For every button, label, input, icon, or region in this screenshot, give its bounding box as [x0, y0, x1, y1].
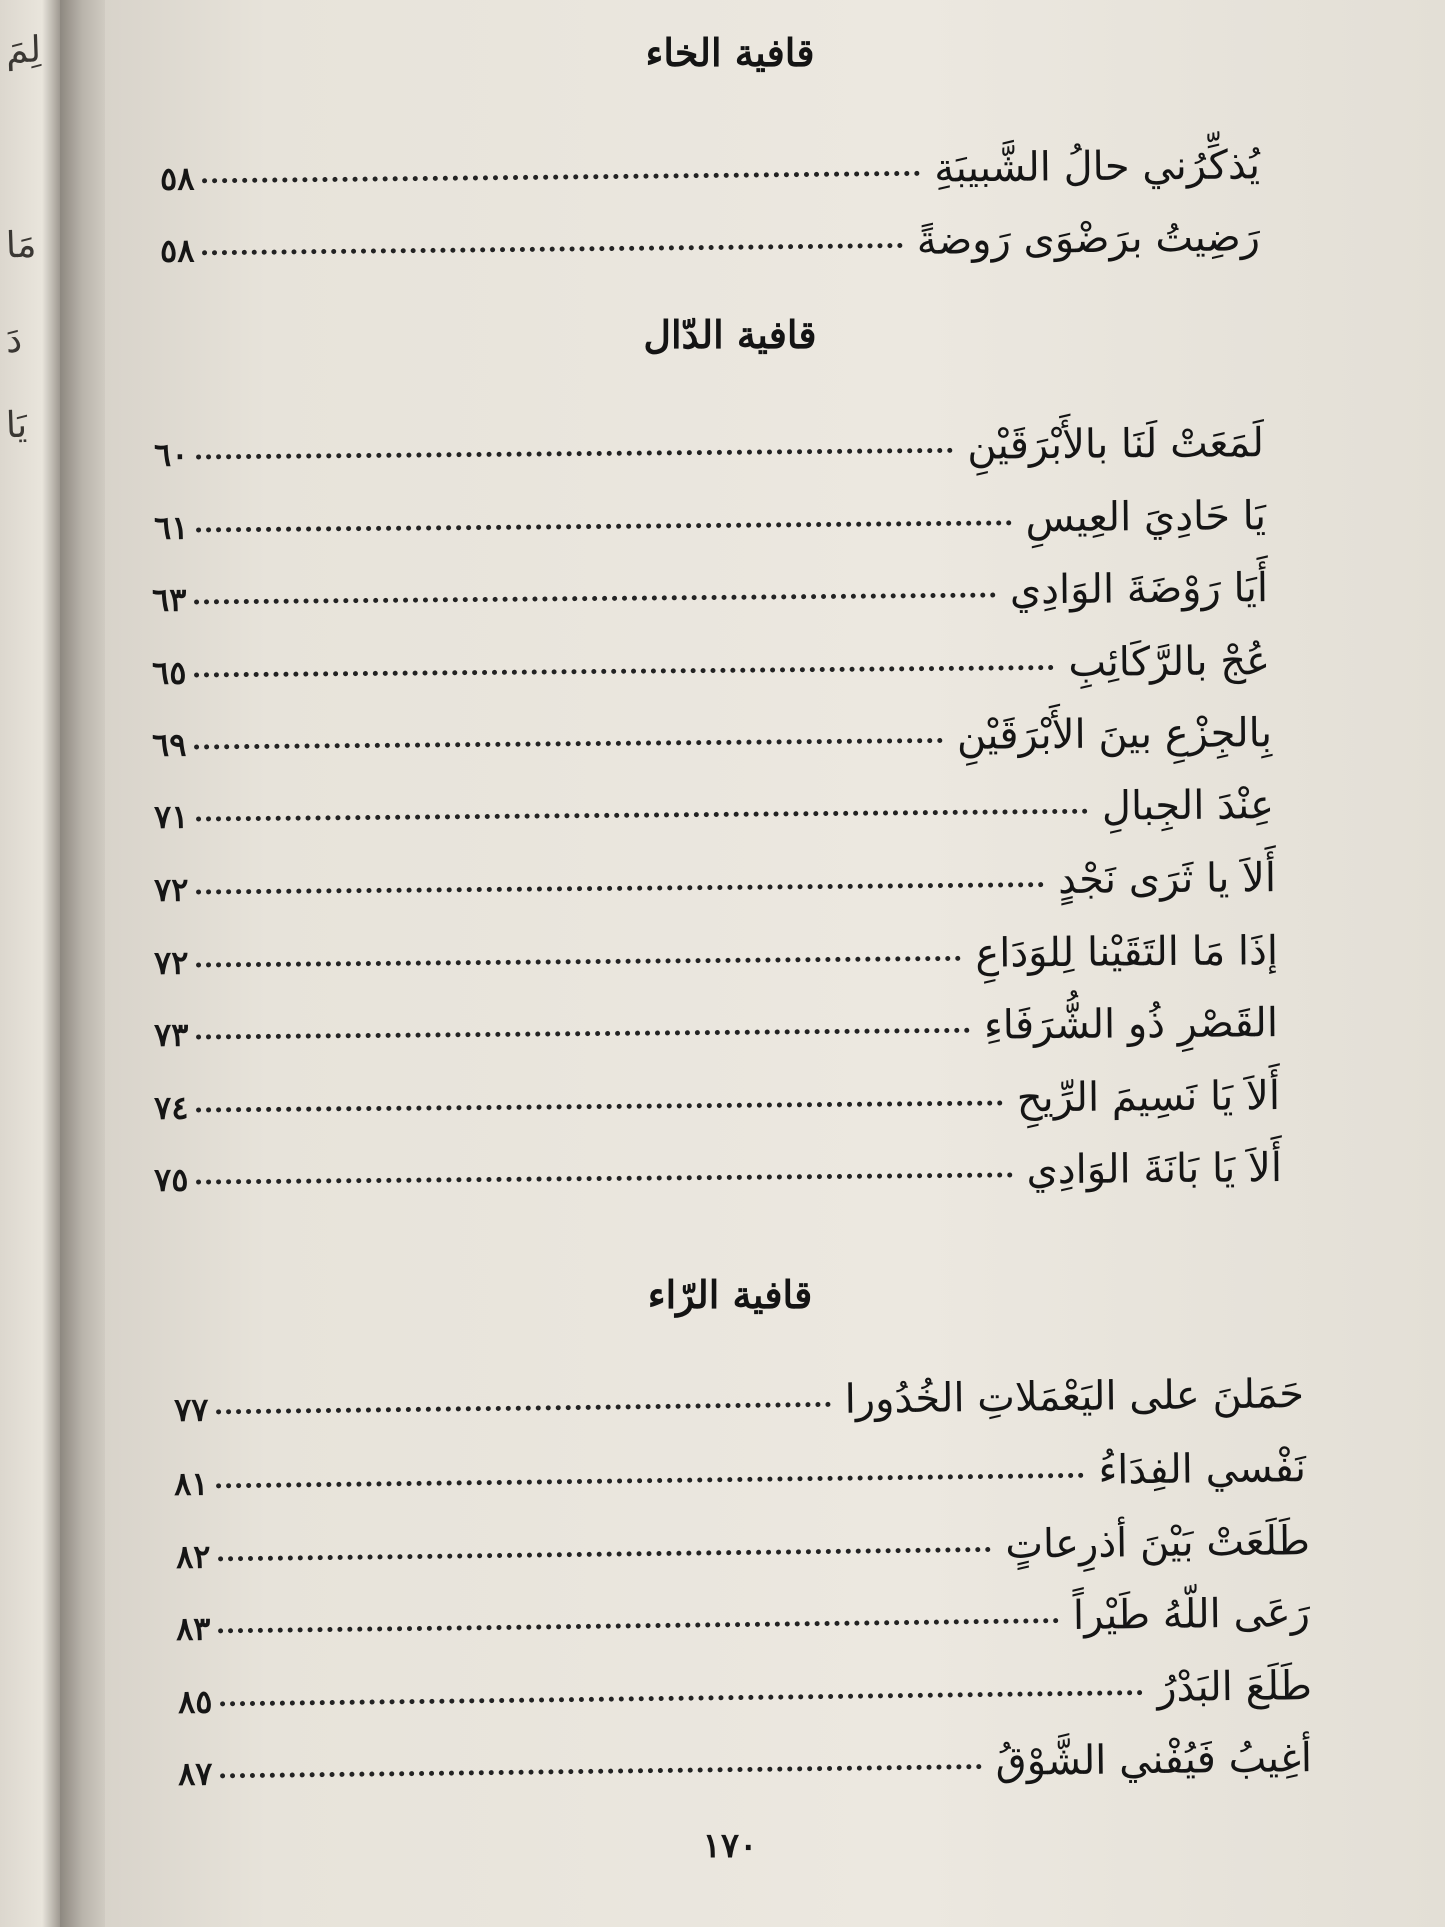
- leader-dots: [202, 243, 902, 255]
- entry-title: إذَا مَا التَقَيْنا لِلوَدَاعِ: [975, 928, 1279, 977]
- entry-page: ٧٣: [153, 1015, 189, 1054]
- facing-page-fragment: لِمَ: [5, 29, 42, 72]
- table-of-contents: [151, 0, 1313, 1927]
- page-number: ١٧٠: [702, 1826, 758, 1866]
- entry-page: ٧٥: [153, 1160, 189, 1199]
- entry-page: ٨٧: [177, 1754, 213, 1793]
- list-item: [152, 565, 1268, 621]
- list-item: [154, 1000, 1278, 1056]
- entry-page: ٦٥: [151, 653, 187, 692]
- list-item: [154, 420, 1264, 476]
- leader-dots: [196, 1028, 970, 1040]
- entry-page: ٥٨: [159, 231, 195, 270]
- facing-page-edge: [0, 0, 60, 1927]
- list-item: [154, 1073, 1280, 1129]
- leader-dots: [194, 665, 1054, 678]
- entry-title: يُذكِّرُني حالُ الشَّبيبَةِ: [933, 142, 1261, 192]
- facing-page-fragment: مَا: [5, 224, 37, 267]
- leader-dots: [196, 1101, 1002, 1113]
- entry-page: ٨١: [173, 1464, 209, 1503]
- entry-page: ٦٣: [151, 580, 187, 619]
- entry-page: ٧٢: [153, 943, 189, 982]
- leader-dots: [194, 738, 943, 750]
- list-item: [154, 1145, 1282, 1201]
- book-gutter: [60, 0, 110, 1927]
- entry-page: ٨٢: [175, 1537, 211, 1576]
- entry-title: لَمَعَتْ لَنَا بالأَبْرَقَيْنِ: [967, 420, 1265, 469]
- facing-page-fragment: دَ: [5, 319, 23, 362]
- leader-dots: [196, 882, 1044, 894]
- leader-dots: [194, 593, 996, 605]
- entry-page: ٧٧: [173, 1390, 209, 1429]
- list-item: [154, 493, 1266, 549]
- list-item: [152, 710, 1272, 766]
- entry-page: ٨٣: [175, 1609, 211, 1648]
- list-item: [154, 855, 1276, 911]
- section-heading: قافية الخاء: [645, 30, 815, 75]
- entry-page: ٦٠: [153, 435, 189, 474]
- leader-dots: [218, 1547, 991, 1561]
- leader-dots: [220, 1764, 981, 1778]
- entry-page: ٨٥: [177, 1682, 213, 1721]
- leader-dots: [196, 956, 961, 968]
- entry-title: أَلاَ يا ثَرَى نَجْدٍ: [1057, 855, 1277, 904]
- entry-title: رَعَى اللّهُ طَيْراً: [1072, 1590, 1311, 1639]
- list-item: [152, 638, 1270, 694]
- list-item: [176, 1518, 1310, 1578]
- entry-page: ٦٩: [151, 725, 187, 764]
- list-item: [160, 214, 1260, 272]
- leader-dots: [218, 1618, 1059, 1633]
- entry-title: طَلَعَ البَدْرُ: [1156, 1663, 1313, 1711]
- leader-dots: [202, 171, 920, 184]
- section-heading: قافية الرّاء: [647, 1272, 813, 1317]
- list-item: [174, 1445, 1306, 1505]
- list-item: [178, 1735, 1312, 1795]
- entry-title: حَمَلنَ على اليَعْمَلاتِ الخُدُورا: [844, 1371, 1305, 1423]
- list-item: [174, 1371, 1304, 1431]
- list-item: [154, 782, 1274, 838]
- leader-dots: [196, 520, 1011, 532]
- leader-dots: [216, 1473, 1084, 1489]
- entry-page: ٦١: [153, 508, 189, 547]
- section-heading: قافية الدّال: [643, 312, 817, 357]
- facing-page-fragment: يَا: [5, 404, 28, 447]
- entry-page: ٧١: [153, 797, 189, 836]
- entry-title: أَلاَ يَا بَانَةَ الوَادِي: [1026, 1145, 1283, 1194]
- leader-dots: [196, 809, 1088, 822]
- entry-page: ٧٢: [153, 870, 189, 909]
- entry-title: أغِيبُ فَيُفْني الشَّوْقُ: [995, 1735, 1313, 1785]
- list-item: [154, 928, 1278, 984]
- list-item: [160, 142, 1260, 200]
- entry-title: يَا حَادِيَ العِيسِ: [1025, 493, 1267, 542]
- leader-dots: [216, 1402, 830, 1415]
- leader-dots: [196, 1172, 1012, 1184]
- entry-title: أَيَا رَوْضَةَ الوَادِي: [1009, 565, 1269, 614]
- entry-page: ٧٤: [153, 1088, 189, 1127]
- leader-dots: [196, 448, 953, 460]
- entry-title: عُجْ بالرَّكَائِبِ: [1068, 638, 1271, 686]
- entry-title: طَلَعَتْ بَيْنَ أذرِعاتٍ: [1005, 1518, 1311, 1568]
- entry-title: نَفْسي الفِدَاءُ: [1098, 1445, 1307, 1494]
- entry-page: ٥٨: [159, 159, 195, 198]
- list-item: [176, 1590, 1310, 1650]
- entry-title: القَصْرِ ذُو الشُّرَفَاءِ: [983, 1000, 1279, 1049]
- entry-title: بِالجِزْعِ بينَ الأَبْرَقَيْنِ: [956, 710, 1273, 759]
- entry-title: رَضِيتُ برَضْوَى رَوضةً: [916, 214, 1261, 264]
- entry-title: عِنْدَ الجِبالِ: [1101, 782, 1275, 830]
- leader-dots: [220, 1690, 1143, 1706]
- entry-title: أَلاَ يَا نَسِيمَ الرِّيحِ: [1016, 1073, 1281, 1122]
- list-item: [178, 1663, 1312, 1723]
